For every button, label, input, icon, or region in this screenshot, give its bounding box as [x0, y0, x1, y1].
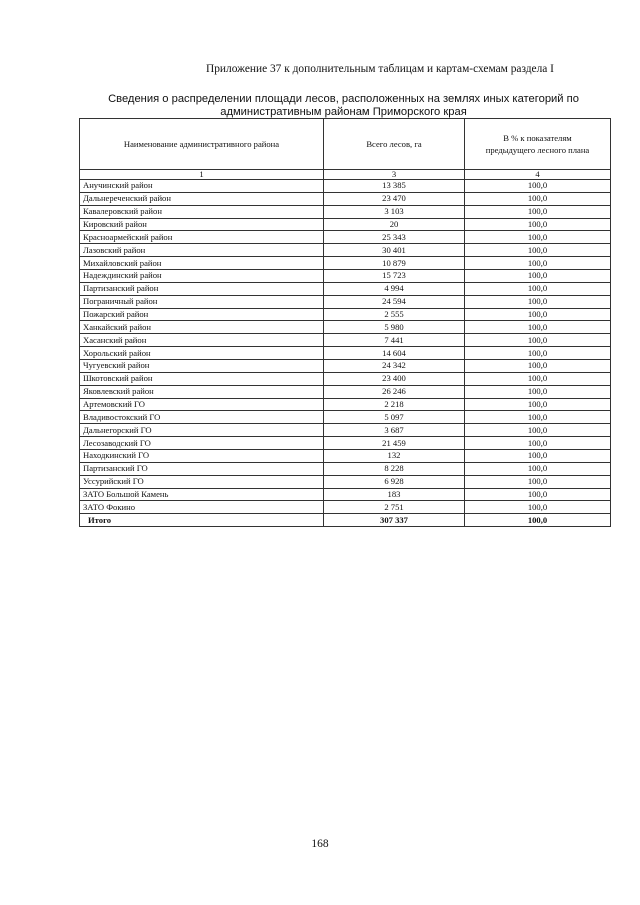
total-percent: 100,0: [465, 514, 611, 527]
area-cell: 13 385: [324, 180, 465, 193]
percent-cell: 100,0: [465, 501, 611, 514]
table-row: [80, 218, 611, 231]
percent-cell: 100,0: [465, 385, 611, 398]
column-number: 1: [80, 170, 324, 180]
district-name-cell: Лесозаводский ГО: [80, 437, 324, 450]
page-number: 168: [311, 838, 329, 850]
area-cell: 183: [324, 488, 465, 501]
area-cell: 20: [324, 218, 465, 231]
percent-cell: 100,0: [465, 205, 611, 218]
district-name-cell: Партизанский ГО: [80, 462, 324, 475]
percent-cell: 100,0: [465, 437, 611, 450]
district-name-cell: Шкотовский район: [80, 372, 324, 385]
area-cell: 23 470: [324, 192, 465, 205]
area-cell: 6 928: [324, 475, 465, 488]
area-cell: 26 246: [324, 385, 465, 398]
area-cell: 15 723: [324, 270, 465, 283]
district-name-cell: Пожарский район: [80, 308, 324, 321]
column-number: 4: [465, 170, 611, 180]
district-name-cell: Яковлевский район: [80, 385, 324, 398]
total-label: Итого: [80, 514, 324, 527]
percent-cell: 100,0: [465, 257, 611, 270]
area-cell: 132: [324, 450, 465, 463]
table-row: [80, 180, 611, 193]
district-name-cell: Находкинский ГО: [80, 450, 324, 463]
area-cell: 3 687: [324, 424, 465, 437]
percent-cell: 100,0: [465, 450, 611, 463]
district-name-cell: ЗАТО Большой Камень: [80, 488, 324, 501]
area-cell: 5 980: [324, 321, 465, 334]
percent-cell: 100,0: [465, 180, 611, 193]
area-cell: 4 994: [324, 282, 465, 295]
title-line-2: административным районам Приморского края: [220, 105, 467, 118]
table-row: [80, 282, 611, 295]
percent-cell: 100,0: [465, 475, 611, 488]
area-cell: 24 342: [324, 360, 465, 373]
header-percent: В % к показателям предыдущего лесного плана: [465, 119, 611, 170]
area-cell: 2 218: [324, 398, 465, 411]
table-row: [80, 385, 611, 398]
header-district-name: Наименование административного района: [80, 119, 324, 170]
district-name-cell: Пограничный район: [80, 295, 324, 308]
table-row: [80, 475, 611, 488]
title-line-1: Сведения о распределении площади лесов, расположенных на землях иных категорий по: [108, 93, 579, 105]
district-name-cell: ЗАТО Фокино: [80, 501, 324, 514]
percent-cell: 100,0: [465, 308, 611, 321]
table-row: [80, 398, 611, 411]
table-row: [80, 334, 611, 347]
percent-cell: 100,0: [465, 295, 611, 308]
area-cell: 14 604: [324, 347, 465, 360]
area-cell: 2 555: [324, 308, 465, 321]
percent-cell: 100,0: [465, 231, 611, 244]
area-cell: 24 594: [324, 295, 465, 308]
district-name-cell: Партизанский район: [80, 282, 324, 295]
percent-cell: 100,0: [465, 321, 611, 334]
percent-cell: 100,0: [465, 462, 611, 475]
percent-cell: 100,0: [465, 218, 611, 231]
percent-cell: 100,0: [465, 347, 611, 360]
district-name-cell: Красноармейский район: [80, 231, 324, 244]
district-name-cell: Уссурийский ГО: [80, 475, 324, 488]
area-cell: 21 459: [324, 437, 465, 450]
table-row: [80, 424, 611, 437]
forest-area-table: [79, 118, 611, 527]
area-cell: 8 228: [324, 462, 465, 475]
total-row: [80, 514, 611, 527]
percent-cell: 100,0: [465, 372, 611, 385]
district-name-cell: Ханкайский район: [80, 321, 324, 334]
area-cell: 10 879: [324, 257, 465, 270]
table-row: [80, 411, 611, 424]
table-row: [80, 501, 611, 514]
percent-cell: 100,0: [465, 270, 611, 283]
table-row: [80, 321, 611, 334]
district-name-cell: Дальнереченский район: [80, 192, 324, 205]
district-name-cell: Дальнегорский ГО: [80, 424, 324, 437]
percent-cell: 100,0: [465, 411, 611, 424]
percent-cell: 100,0: [465, 424, 611, 437]
area-cell: 30 401: [324, 244, 465, 257]
table-row: [80, 295, 611, 308]
table-row: [80, 231, 611, 244]
district-name-cell: Владивостокский ГО: [80, 411, 324, 424]
table-row: [80, 450, 611, 463]
table-row: [80, 270, 611, 283]
table-row: [80, 244, 611, 257]
table-row: [80, 347, 611, 360]
table-row: [80, 372, 611, 385]
district-name-cell: Анучинский район: [80, 180, 324, 193]
district-name-cell: Хорольский район: [80, 347, 324, 360]
area-cell: 23 400: [324, 372, 465, 385]
document-title: [78, 93, 609, 118]
percent-cell: 100,0: [465, 334, 611, 347]
percent-cell: 100,0: [465, 244, 611, 257]
appendix-header: Приложение 37 к дополнительным таблицам и картам-схемам раздела I: [206, 63, 554, 75]
percent-cell: 100,0: [465, 192, 611, 205]
table-header-row: [80, 119, 611, 170]
district-name-cell: Кировский район: [80, 218, 324, 231]
table-row: [80, 462, 611, 475]
column-number: 3: [324, 170, 465, 180]
percent-cell: 100,0: [465, 360, 611, 373]
table-row: [80, 192, 611, 205]
district-name-cell: Артемовский ГО: [80, 398, 324, 411]
district-name-cell: Чугуевский район: [80, 360, 324, 373]
table-row: [80, 437, 611, 450]
header-total-forest: Всего лесов, га: [324, 119, 465, 170]
total-area: 307 337: [324, 514, 465, 527]
percent-cell: 100,0: [465, 488, 611, 501]
area-cell: 5 097: [324, 411, 465, 424]
district-name-cell: Надеждинский район: [80, 270, 324, 283]
area-cell: 7 441: [324, 334, 465, 347]
table-row: [80, 205, 611, 218]
table-row: [80, 257, 611, 270]
table-row: [80, 488, 611, 501]
column-number-row: [80, 170, 611, 180]
percent-cell: 100,0: [465, 398, 611, 411]
area-cell: 2 751: [324, 501, 465, 514]
district-name-cell: Кавалеровский район: [80, 205, 324, 218]
area-cell: 3 103: [324, 205, 465, 218]
table-row: [80, 360, 611, 373]
district-name-cell: Лазовский район: [80, 244, 324, 257]
table-row: [80, 308, 611, 321]
percent-cell: 100,0: [465, 282, 611, 295]
district-name-cell: Хасанский район: [80, 334, 324, 347]
area-cell: 25 343: [324, 231, 465, 244]
district-name-cell: Михайловский район: [80, 257, 324, 270]
